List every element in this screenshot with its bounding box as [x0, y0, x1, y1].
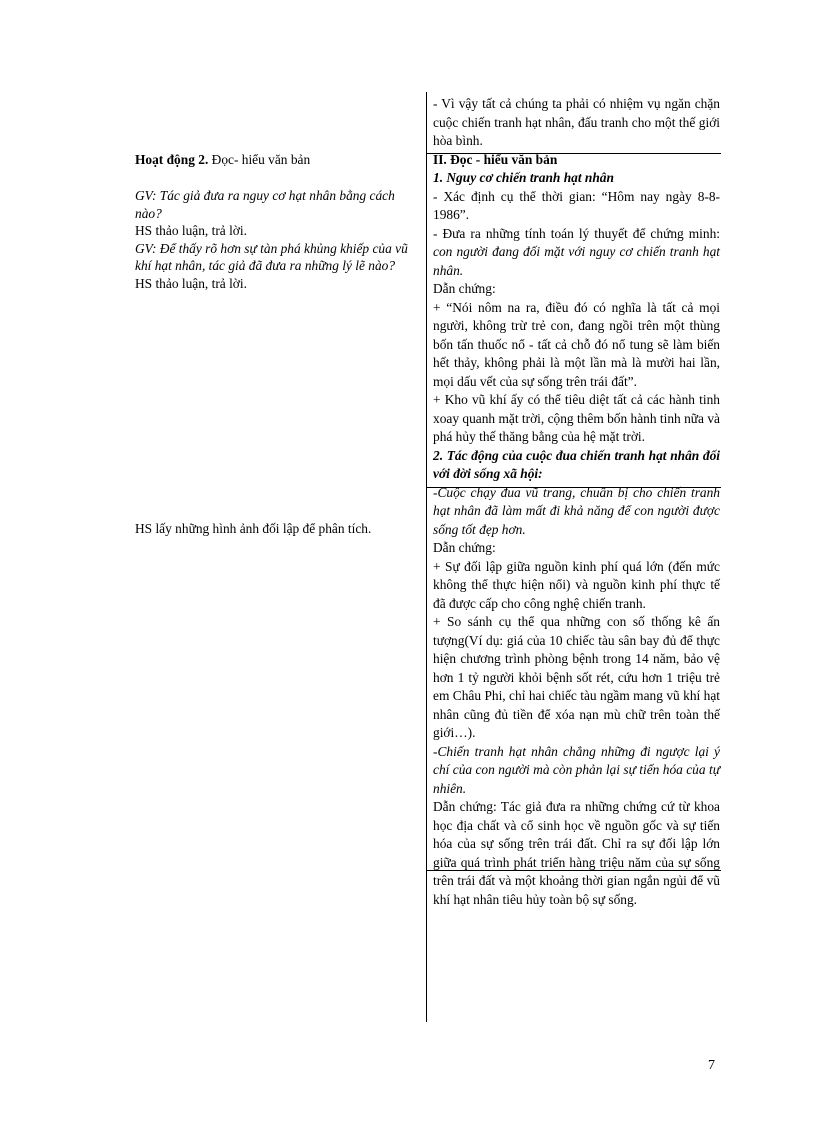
intro-paragraph: - Vì vậy tất cả chúng ta phải có nhiệm vụ ngăn chặn cuộc chiến tranh hạt nhân, đấu tranh cho một thế giới hòa bình. [433, 96, 720, 148]
evidence-quote-1: + “Nói nôm na ra, điều đó có nghĩa là tất cả mọi người, không trừ trẻ con, đang ngồi trên một thùng bốn tấn thuốc nổ - tất cả chỗ đó nổ tung sẽ làm biến hết thảy, không phải là một lần mà là mười hai lần, mọi dấu vết của sự sống trên trái đất”. [433, 299, 720, 389]
table-column-divider [426, 92, 427, 1022]
teacher-question-2: GV: Để thấy rõ hơn sự tàn phá khủng khiếp của vũ khí hạt nhân, tác giả đã đưa ra những lý lẽ nào? [135, 240, 408, 273]
section-title: II. Đọc - hiểu văn bản [433, 151, 558, 167]
paragraph-time: - Xác định cụ thể thời gian: “Hôm nay ngày 8-8-1986”. [433, 188, 720, 222]
subheading-2: 2. Tác động của cuộc đua chiến tranh hạt nhân đối với đời sống xã hội: [433, 447, 720, 481]
right-column-content [433, 95, 720, 909]
evidence-point-4: + So sánh cụ thể qua những con số thống kê ấn tượng(Ví dụ: giá của 10 chiếc tàu sân bay đủ để thực hiện chương trình phòng bệnh trong 14 năm, bảo vệ hơn 1 tỷ người khỏi bệnh sốt rét, cứu hơn 1 triệu trẻ em Châu Phi, chỉ hai chiếc tàu ngầm mang vũ khí hạt nhân cũng đủ tiền để xóa nạn mù chữ trên toàn thế giới…). [433, 614, 720, 740]
student-response-2: HS thảo luận, trả lời. [135, 275, 247, 291]
paragraph-theory-emphasis: con người đang đối mặt với nguy cơ chiến tranh hạt nhân. [433, 244, 720, 278]
paragraph-theory [433, 225, 720, 281]
evidence-point-3: + Sự đối lập giữa nguồn kinh phí quá lớn (đến mức không thể thực hiện nổi) và nguồn kinh phí thực tế đã được cấp cho công nghệ chiến tranh. [433, 558, 720, 611]
student-response-3: HS lấy những hình ảnh đối lập để phân tích. [135, 521, 372, 536]
teacher-question-1: GV: Tác giả đưa ra nguy cơ hạt nhân bằng cách nào? [135, 188, 395, 221]
activity-title: Đọc- hiểu văn bản [208, 152, 311, 167]
page-number: 7 [708, 1058, 715, 1073]
evidence-label-2: Dẫn chứng: [433, 540, 496, 555]
evidence-label-1: Dẫn chứng: [433, 281, 496, 296]
evidence-quote-2: + Kho vũ khí ấy có thể tiêu diệt tất cả các hành tinh xoay quanh mặt trời, cộng thêm bốn hành tinh nữa và phá hủy thế thăng bằng của hệ mặt trời. [433, 392, 720, 444]
activity-heading [135, 151, 418, 169]
evidence-point-5: Dẫn chứng: Tác giả đưa ra những chứng cứ từ khoa học địa chất và cổ sinh học về nguồn gốc và sự tiến hóa của sự sống trên trái đất. Chỉ ra sự đối lập lớn giữa quá trình phát triển hàng triệu năm của sự sống trên trái đất và một khoảng thời gian ngắn ngủi để vũ khí hạt nhân tiêu hủy toàn bộ sự sống. [433, 799, 720, 907]
paragraph-theory-text: - Đưa ra những tính toán lý thuyết để chứng minh: [433, 225, 720, 241]
subheading-1: 1. Nguy cơ chiến tranh hạt nhân [433, 170, 614, 185]
activity-label: Hoạt động 2. [135, 152, 209, 167]
teacher-student-block-1 [135, 187, 418, 292]
student-response-1: HS thảo luận, trả lời. [135, 223, 247, 238]
italic-point-1: -Cuộc chạy đua vũ trang, chuẩn bị cho chiến tranh hạt nhân đã làm mất đi khả năng để con người được sống tốt đẹp hơn. [433, 484, 720, 537]
italic-point-2: -Chiến tranh hạt nhân chẳng những đi ngược lại ý chí của con người mà còn phản lại sự tiến hóa của tự nhiên. [433, 743, 720, 796]
